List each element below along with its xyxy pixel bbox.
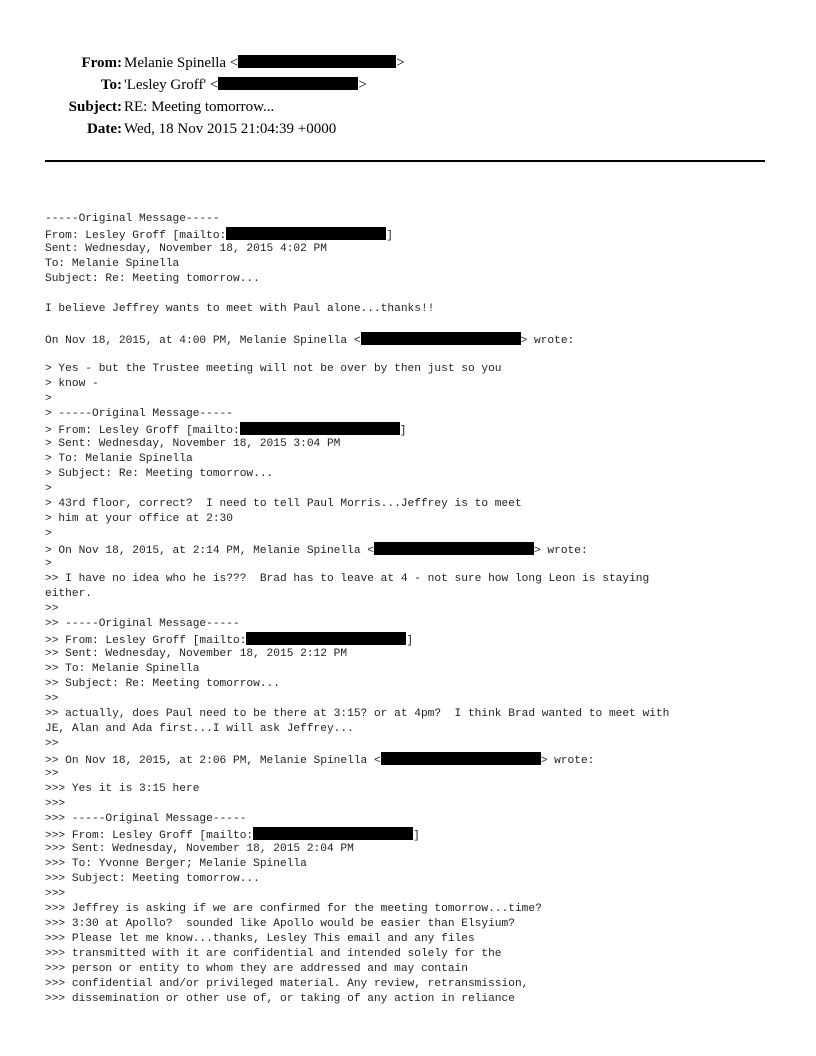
redaction-block (238, 55, 396, 68)
body-line (45, 407, 805, 422)
body-line-text: Sent: Wednesday, November 18, 2015 4:02 PM (45, 243, 327, 255)
body-line-text: > Yes - but the Trustee meeting will not be over by then just so you (45, 363, 502, 375)
body-line-text: >> (45, 693, 59, 705)
body-line-text: >>> (45, 798, 66, 810)
body-line (45, 887, 805, 902)
body-line (45, 257, 805, 272)
from-label: From: (81, 55, 122, 71)
date-value: Wed, 18 Nov 2015 21:04:39 +0000 (124, 121, 337, 137)
body-line (45, 527, 805, 542)
body-line-text: >> From: Lesley Groff [mailto: (45, 635, 247, 647)
body-line-text: >> To: Melanie Spinella (45, 663, 200, 675)
body-line-text: >>> transmitted with it are confidential and intended solely for the (45, 948, 502, 960)
to-label: To: (100, 77, 122, 93)
body-line (45, 647, 805, 662)
body-line (45, 227, 805, 242)
redaction-block (246, 632, 406, 645)
body-line-text: >> (45, 768, 59, 780)
body-line-text: >>> Subject: Meeting tomorrow... (45, 873, 260, 885)
header-divider (45, 160, 765, 162)
body-line (45, 302, 805, 317)
redaction-block (381, 752, 541, 765)
subject-value: RE: Meeting tomorrow... (124, 99, 275, 115)
body-line-text: >>> -----Original Message----- (45, 813, 247, 825)
body-line-text: >>> dissemination or other use of, or taking of any action in reliance (45, 993, 515, 1005)
body-line-suffix: ] (413, 830, 420, 842)
body-line (45, 332, 805, 347)
body-line-text: either. (45, 588, 92, 600)
body-line (45, 842, 805, 857)
body-line (45, 737, 805, 752)
body-line-text: > -----Original Message----- (45, 408, 233, 420)
redaction-block (240, 422, 400, 435)
body-line-text: >> Sent: Wednesday, November 18, 2015 2:12 PM (45, 648, 348, 660)
body-line (45, 752, 805, 767)
body-line (45, 242, 805, 257)
body-line-text: > Sent: Wednesday, November 18, 2015 3:04 PM (45, 438, 341, 450)
body-line (45, 812, 805, 827)
body-line (45, 797, 805, 812)
body-line-text: >>> 3:30 at Apollo? sounded like Apollo would be easier than Elsyium? (45, 918, 515, 930)
body-line (45, 362, 805, 377)
body-line-text: > know - (45, 378, 99, 390)
body-line (45, 557, 805, 572)
subject-row (0, 96, 816, 118)
body-line-text: >> I have no idea who he is??? Brad has to leave at 4 - not sure how long Leon is staying (45, 573, 650, 585)
body-line-text: Subject: Re: Meeting tomorrow... (45, 273, 260, 285)
date-label: Date: (87, 121, 122, 137)
body-line-text: > On Nov 18, 2015, at 2:14 PM, Melanie Spinella < (45, 545, 374, 557)
body-line-text: -----Original Message----- (45, 213, 220, 225)
body-line (45, 677, 805, 692)
from-name: Melanie Spinella < (124, 55, 239, 71)
body-line-text: >>> Yes it is 3:15 here (45, 783, 200, 795)
body-line (45, 782, 805, 797)
body-line-text: From: Lesley Groff [mailto: (45, 230, 227, 242)
from-value (124, 52, 405, 74)
body-line-text: To: Melanie Spinella (45, 258, 180, 270)
body-line (45, 962, 805, 977)
redaction-block (361, 332, 521, 345)
body-line (45, 617, 805, 632)
body-line (45, 872, 805, 887)
body-line-text: > him at your office at 2:30 (45, 513, 233, 525)
email-header (0, 52, 816, 140)
body-line (45, 497, 805, 512)
redaction-block (226, 227, 386, 240)
body-line (45, 467, 805, 482)
body-line-text: > (45, 483, 52, 495)
body-line (45, 827, 805, 842)
body-line-text: JE, Alan and Ada first...I will ask Jeffrey... (45, 723, 354, 735)
body-line (45, 452, 805, 467)
body-line (45, 287, 805, 302)
redaction-block (374, 542, 534, 555)
email-body (45, 212, 805, 1007)
body-line (45, 722, 805, 737)
body-line (45, 272, 805, 287)
body-line-text: > (45, 393, 52, 405)
body-line-text: >>> Jeffrey is asking if we are confirmed for the meeting tomorrow...time? (45, 903, 542, 915)
body-line (45, 392, 805, 407)
body-line (45, 947, 805, 962)
body-line-text: >>> To: Yvonne Berger; Melanie Spinella (45, 858, 307, 870)
to-value (124, 74, 367, 96)
body-line-suffix: ] (399, 425, 407, 437)
body-line (45, 572, 805, 587)
body-line-text: > (45, 558, 52, 570)
body-line-text: >>> confidential and/or privileged material. Any review, retransmission, (45, 978, 529, 990)
body-line-text: >>> Please let me know...thanks, Lesley This email and any files (45, 933, 475, 945)
body-line (45, 707, 805, 722)
body-line-text: >> actually, does Paul need to be there at 3:15? or at 4pm? I think Brad wanted to meet with (45, 708, 670, 720)
body-line (45, 347, 805, 362)
body-line-text: > Subject: Re: Meeting tomorrow... (45, 468, 274, 480)
body-line (45, 422, 805, 437)
body-line (45, 662, 805, 677)
body-line (45, 992, 805, 1007)
body-line-text: >>> From: Lesley Groff [mailto: (45, 830, 254, 842)
body-line (45, 602, 805, 617)
to-name: 'Lesley Groff' < (124, 77, 219, 93)
body-line (45, 932, 805, 947)
body-line-text: > (45, 528, 52, 540)
subject-label: Subject: (68, 99, 122, 115)
body-line-text: >> (45, 603, 59, 615)
body-line-suffix: > wrote: (520, 335, 575, 347)
body-line-text: >>> person or entity to whom they are addressed and may contain (45, 963, 468, 975)
body-line-suffix: ] (386, 230, 393, 242)
body-line (45, 977, 805, 992)
body-line-text: >>> Sent: Wednesday, November 18, 2015 2:04 PM (45, 843, 354, 855)
body-line (45, 317, 805, 332)
body-line-text: >> On Nov 18, 2015, at 2:06 PM, Melanie Spinella < (45, 755, 381, 767)
body-line (45, 212, 805, 227)
to-end: > (358, 77, 367, 93)
body-line-text: >>> (45, 888, 66, 900)
body-line (45, 542, 805, 557)
body-line-suffix: > wrote: (533, 545, 588, 557)
body-line (45, 917, 805, 932)
body-line (45, 902, 805, 917)
body-line-text: >> -----Original Message----- (45, 618, 240, 630)
body-line (45, 692, 805, 707)
body-line-text: I believe Jeffrey wants to meet with Paul alone...thanks!! (45, 303, 435, 315)
body-line (45, 482, 805, 497)
body-line (45, 632, 805, 647)
body-line-suffix: > wrote: (540, 755, 595, 767)
body-line (45, 587, 805, 602)
body-line (45, 512, 805, 527)
body-line (45, 857, 805, 872)
body-line (45, 767, 805, 782)
body-line (45, 437, 805, 452)
body-line-text: >> Subject: Re: Meeting tomorrow... (45, 678, 280, 690)
from-row (0, 52, 816, 74)
redaction-block (253, 827, 413, 840)
body-line-text: > 43rd floor, correct? I need to tell Paul Morris...Jeffrey is to meet (45, 498, 522, 510)
body-line-text: >> (45, 738, 59, 750)
body-line-text: > To: Melanie Spinella (45, 453, 193, 465)
body-line-text: On Nov 18, 2015, at 4:00 PM, Melanie Spinella < (45, 335, 361, 347)
from-end: > (396, 55, 405, 71)
body-line-suffix: ] (406, 635, 414, 647)
body-line (45, 377, 805, 392)
date-row (0, 118, 816, 140)
to-row (0, 74, 816, 96)
redaction-block (218, 77, 358, 90)
body-line-text: > From: Lesley Groff [mailto: (45, 425, 240, 437)
